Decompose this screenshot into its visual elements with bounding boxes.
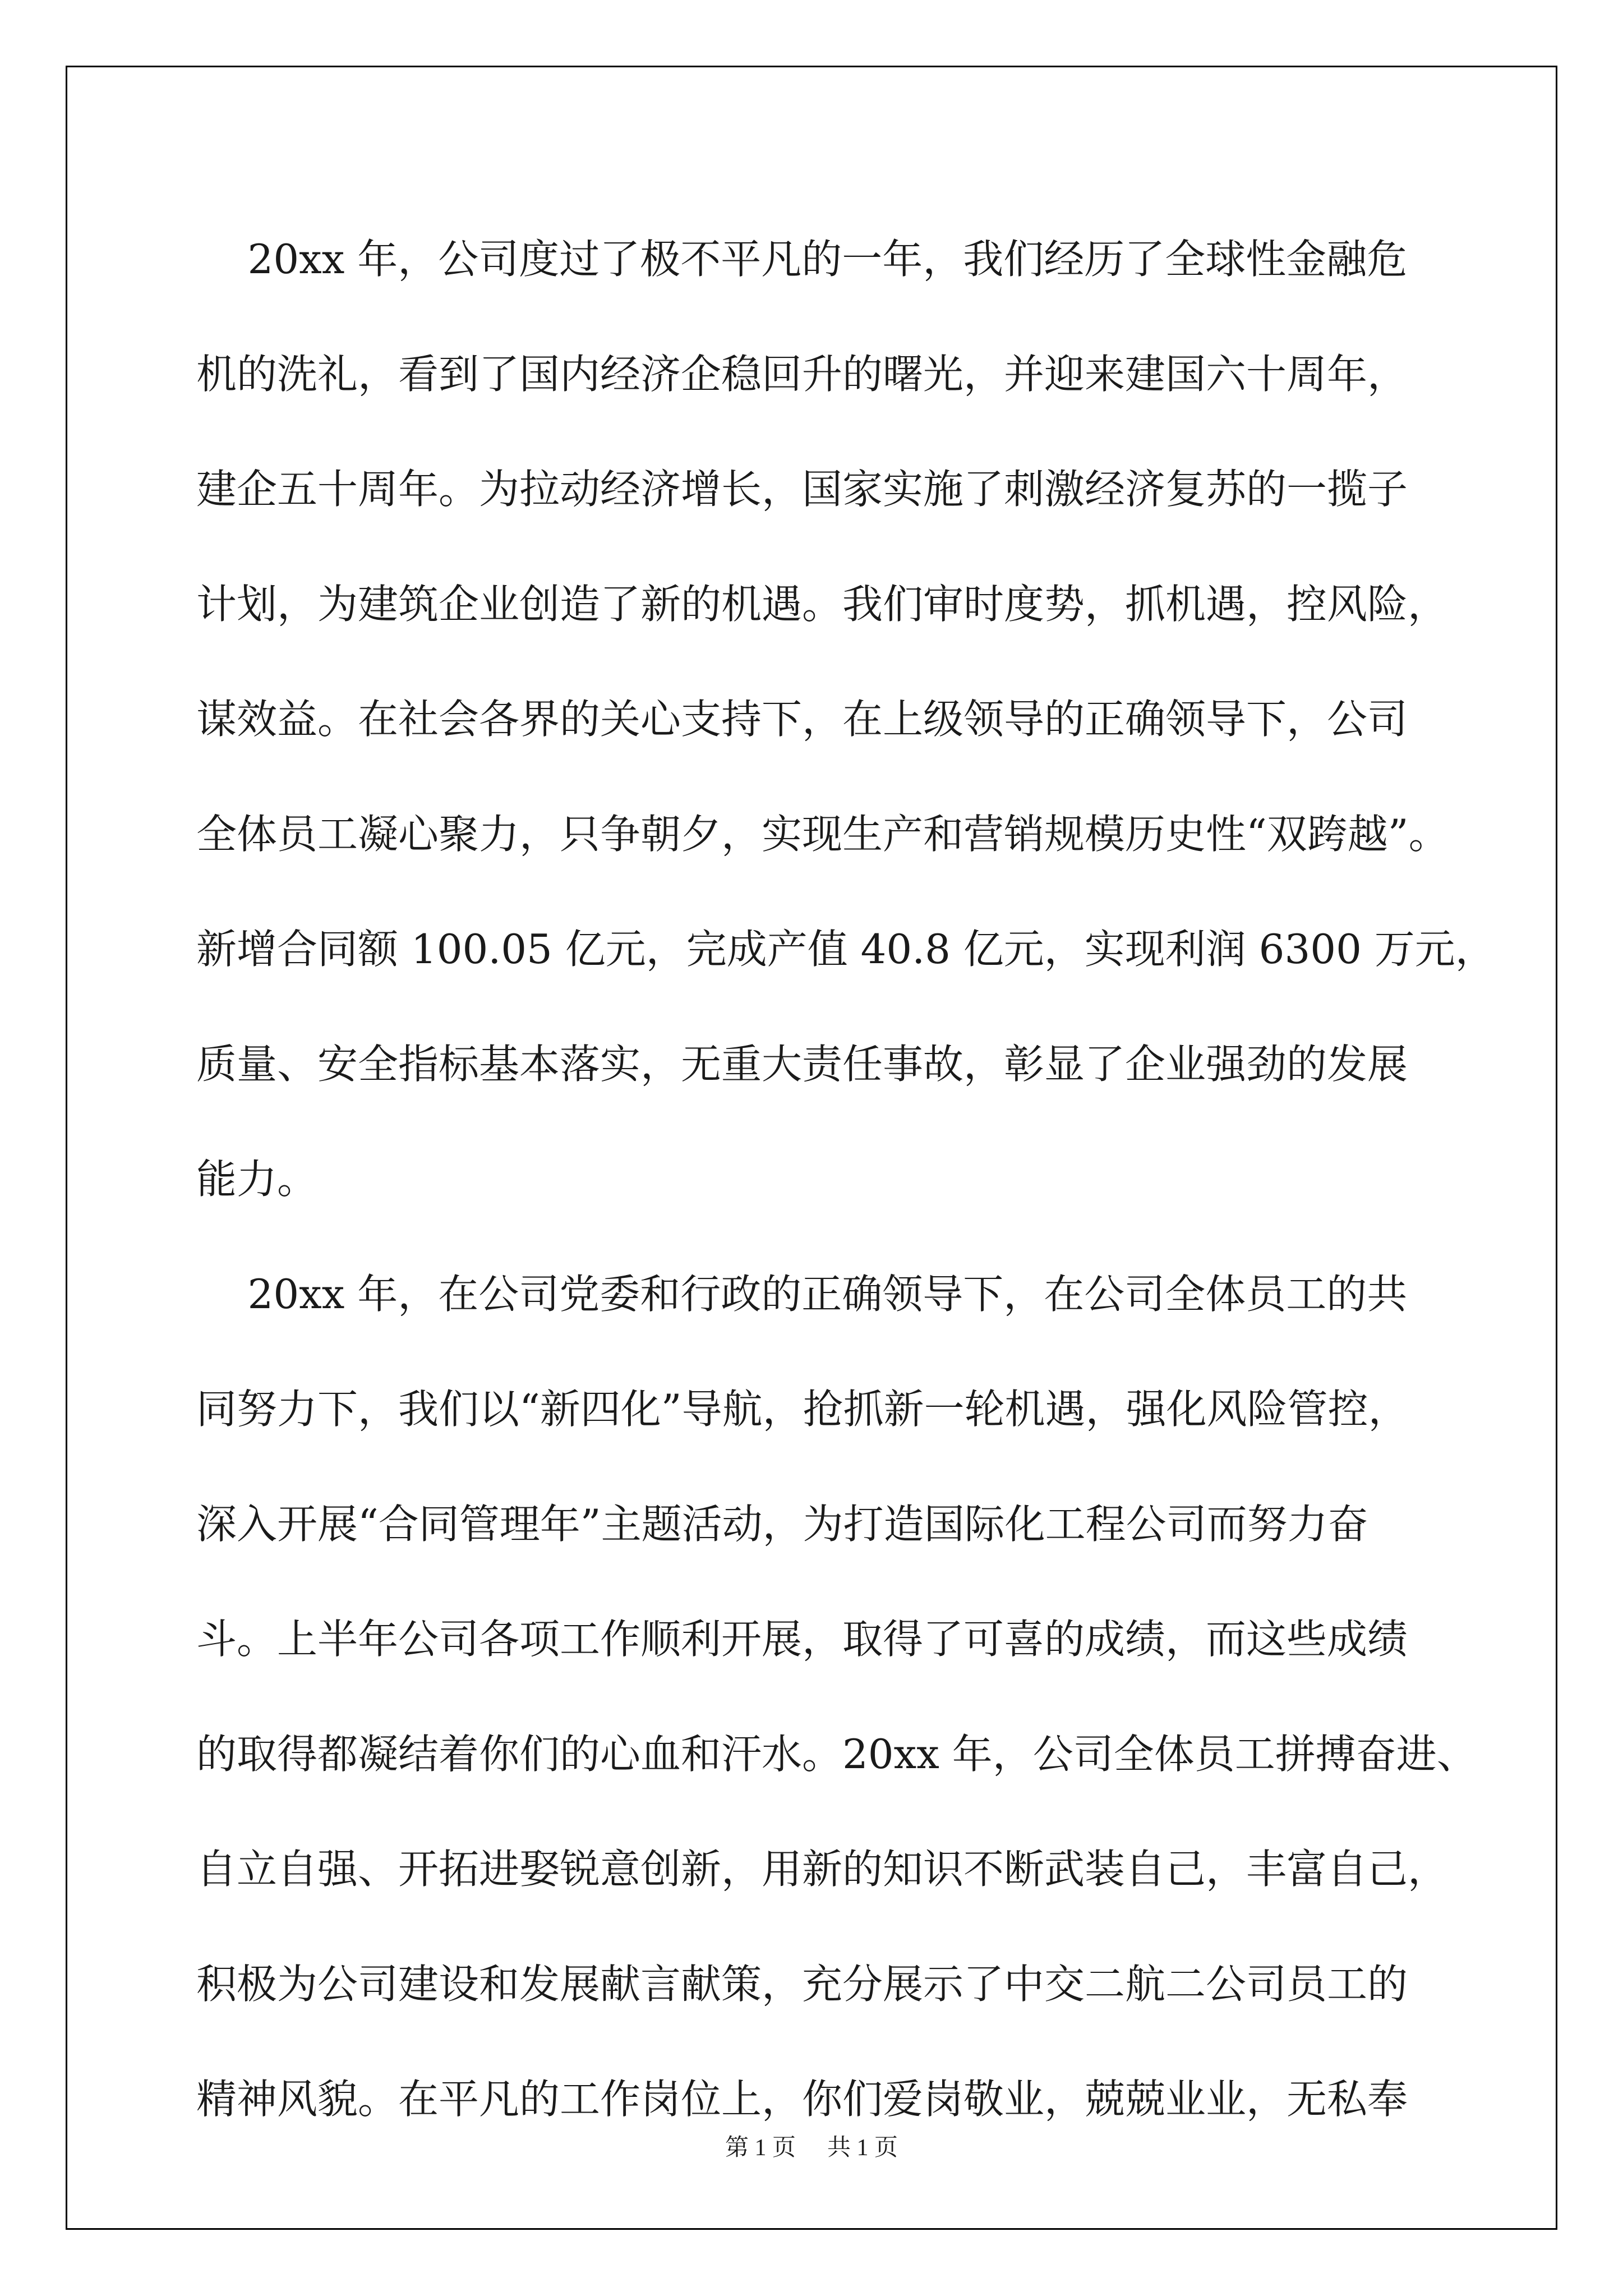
text-line: 的取得都凝结着你们的心血和汗水。20xx 年，公司全体员工拼搏奋进、 — [196, 1731, 1477, 1778]
text-line: 积极为公司建设和发展献言献策，充分展示了中交二航二公司员工的 — [196, 1961, 1408, 2008]
text-line: 20xx 年，公司度过了极不平凡的一年，我们经历了全球性金融危 — [196, 236, 1408, 283]
text-line: 建企五十周年。为拉动经济增长，国家实施了刺激经济复苏的一揽子 — [196, 466, 1408, 513]
text-line: 20xx 年，在公司党委和行政的正确领导下，在公司全体员工的共 — [196, 1271, 1408, 1318]
text-line: 斗。上半年公司各项工作顺利开展，取得了可喜的成绩，而这些成绩 — [196, 1616, 1408, 1663]
text-line: 新增合同额 100.05 亿元，完成产值 40.8 亿元，实现利润 6300 万元， — [196, 926, 1496, 973]
document-body — [196, 202, 1496, 2157]
text-line: 深入开展“合同管理年”主题活动，为打造国际化工程公司而努力奋 — [196, 1501, 1368, 1548]
text-line: 谋效益。在社会各界的关心支持下，在上级领导的正确领导下，公司 — [196, 696, 1408, 743]
text-line: 机的洗礼，看到了国内经济企稳回升的曙光，并迎来建国六十周年， — [196, 351, 1408, 398]
page-footer — [0, 2129, 1623, 2162]
text-line: 精神风貌。在平凡的工作岗位上，你们爱岗敬业，兢兢业业，无私奉 — [196, 2076, 1408, 2123]
text-line: 质量、安全指标基本落实，无重大责任事故，彰显了企业强劲的发展 — [196, 1041, 1408, 1088]
text-line: 计划，为建筑企业创造了新的机遇。我们审时度势，抓机遇，控风险， — [196, 581, 1449, 628]
page-total: 共 1 页 — [827, 2135, 898, 2161]
text-line: 同努力下，我们以“新四化”导航，抢抓新一轮机遇，强化风险管控， — [196, 1386, 1409, 1433]
page-number: 第 1 页 — [725, 2135, 796, 2161]
text-line: 自立自强、开拓进娶锐意创新，用新的知识不断武装自己，丰富自己， — [196, 1846, 1449, 1893]
text-line: 能力。 — [196, 1156, 318, 1203]
text-line: 全体员工凝心聚力，只争朝夕，实现生产和营销规模历史性“双跨越”。 — [196, 811, 1449, 858]
